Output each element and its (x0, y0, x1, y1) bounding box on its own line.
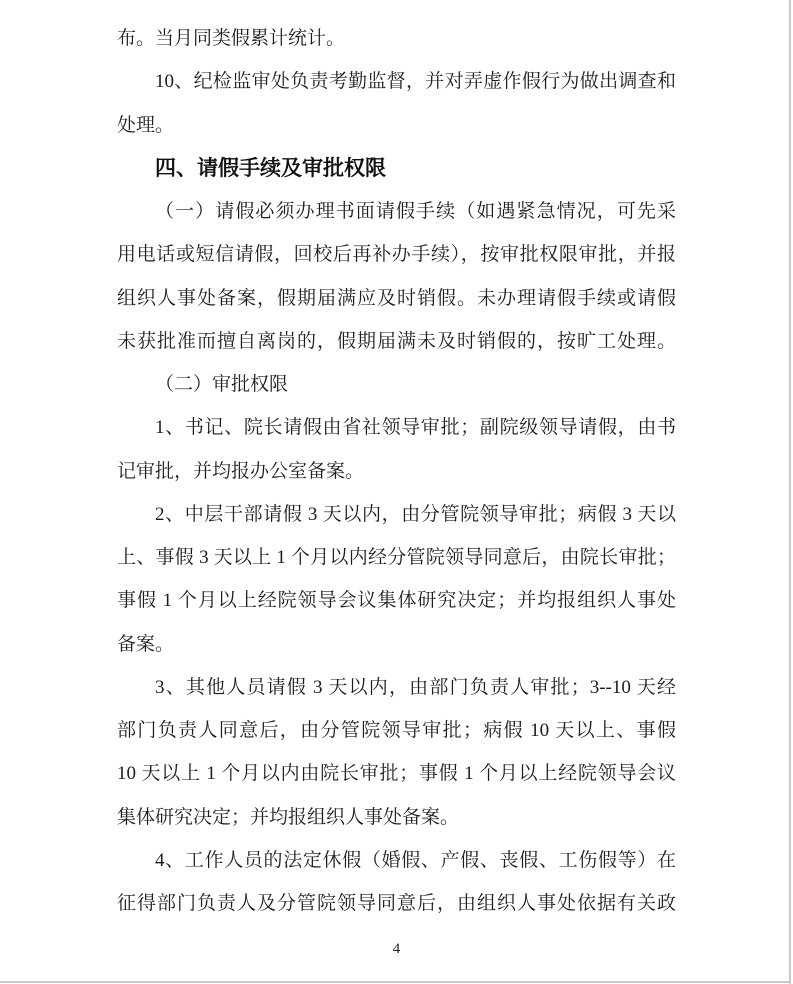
page-number: 4 (392, 941, 401, 957)
text-line: 征得部门负责人及分管院领导同意后，由组织人事处依据有关政 (117, 893, 676, 914)
text-line: 10、纪检监审处负责考勤监督，并对弄虚作假行为做出调查和 (155, 71, 676, 93)
text-line: 组织人事处备案，假期届满应及时销假。未办理请假手续或请假 (117, 287, 676, 309)
text-line: 3、其他人员请假 3 天以内，由部门负责人审批；3--10 天经 (155, 676, 676, 698)
page-right-edge (789, 0, 791, 984)
text-line: 2、中层干部请假 3 天以内，由分管院领导审批；病假 3 天以 (155, 503, 676, 525)
text-line: 10 天以上 1 个月以内由院长审批；事假 1 个月以上经院领导会议 (117, 763, 676, 785)
text-line: 事假 1 个月以上经院领导会议集体研究决定；并均报组织人事处 (117, 590, 676, 612)
text-line: 记审批，并均报办公室备案。 (117, 460, 365, 482)
text-line: 集体研究决定；并均报组织人事处备案。 (117, 806, 460, 828)
text-line: 上、事假 3 天以上 1 个月以内经分管院领导同意后，由院长审批； (117, 547, 676, 568)
text-line: 处理。 (117, 114, 175, 136)
text-line: 部门负责人同意后，由分管院领导审批；病假 10 天以上、事假 (117, 720, 676, 741)
text-line: 用电话或短信请假，回校后再补办手续），按审批权限审批，并报 (117, 244, 676, 266)
text-line: 1、书记、院长请假由省社领导审批；副院级领导请假，由书 (155, 417, 676, 439)
page-bottom-edge (0, 981, 789, 983)
section-heading: 四、请假手续及审批权限 (155, 156, 386, 180)
text-line: 备案。 (117, 633, 175, 655)
text-line: （一）请假必须办理书面请假手续（如遇紧急情况，可先采 (155, 201, 676, 222)
document-text (117, 17, 676, 925)
text-line: 未获批准而擅自离岗的，假期届满未及时销假的，按旷工处理。 (117, 330, 676, 352)
text-line: 布。当月同类假累计统计。 (117, 28, 346, 49)
text-line: （二）审批权限 (155, 374, 289, 395)
text-line: 4、工作人员的法定休假（婚假、产假、丧假、工伤假等）在 (155, 849, 676, 871)
